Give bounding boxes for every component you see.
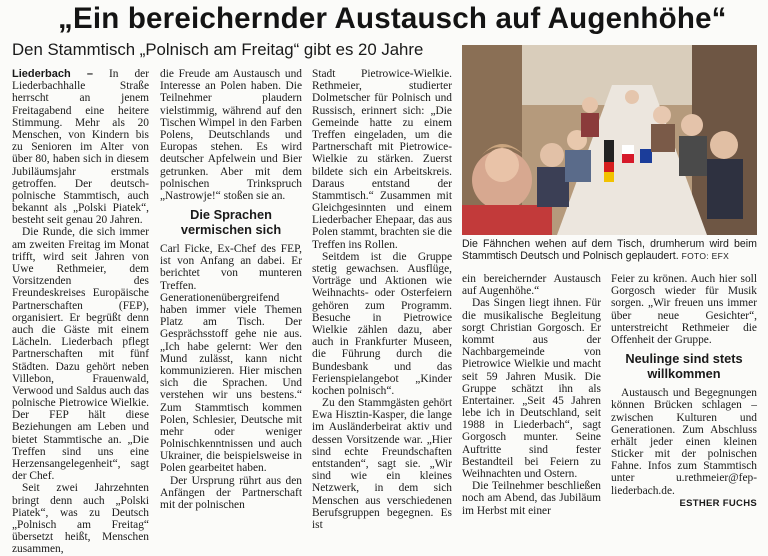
paragraph xyxy=(12,68,149,226)
paragraph: Das Singen liegt ihnen. Für die musikalische Begleitung sorgt Christian Gorgosch. Er kommt aus der Nachbargemeinde von Pietrowice Wielkie und macht seit 59 Jahren Musik. Die Gruppe schätzt ihn als Entertainer. „Seit 45 Jahren lebe ich in Deutschland, seit 1988 in Liederbach“, sagt Gorgosch munter. Seine Auftritte sind fester Bestandteil bei Feiern zu Weihnachten und Ostern. xyxy=(462,297,601,480)
paragraph: Die Runde, die sich immer am zweiten Freitag im Monat trifft, wird seit Jahren von Uwe Rethmeier, dem Vorsitzenden des Freundeskreises Europäische Partnerschaften (FEP), organisiert. Er begrüßt denn auch die Gäste mit einem Lächeln. Liederbach pflegt Partnerschaften mit fünf Städten. Dazu gehört neben Villebon, Frauenwald, Verwood und Saldus auch das polnische Pietrowice Wielkie. Der FEP hält diese Beziehungen am Leben und bietet Stammtische an. „Die Treffen sind uns eine Herzensangelegenheit“, sagt der Chef. xyxy=(12,226,149,483)
paragraph: Feier zu krönen. Auch hier soll Gorgosch wieder für Musik sorgen. „Wir freuen uns immer über neue Gesichter“, unterstreicht Rethmeier die Offenheit der Gruppe. xyxy=(611,273,757,346)
paragraph: Austausch und Begegnungen können Brücken schlagen – zwischen Kulturen und Generationen. Zum Abschluss erhält jeder einen kleinen Sticker mit der polnischen Fahne. Infos zum Stammtisch unter u.rethmeier@fep-liederbach.de. xyxy=(611,387,757,497)
paragraph: Seit zwei Jahrzehnten bringt denn auch „Polski Piatek“, was zu Deutsch „Polnisch am Freitag“ übersetzt heißt, Menschen zusammen, xyxy=(12,482,149,556)
section-heading: Die Sprachen vermischen sich xyxy=(180,207,282,237)
column-4 xyxy=(462,273,601,517)
headline: „Ein bereichernder Austausch auf Augenhöhe“ xyxy=(58,2,727,35)
photo-caption xyxy=(462,238,757,262)
paragraph: Die Teilnehmer beschließen noch am Abend, das Jubiläum im Herbst mit einer xyxy=(462,480,601,517)
author-byline: ESTHER FUCHS xyxy=(679,497,757,509)
paragraph: Der Ursprung rührt aus den Anfängen der Partnerschaft mit der polnischen xyxy=(160,474,302,511)
stammtisch-photo xyxy=(462,45,757,235)
paragraph-text: In der Liederbachhalle Straße herrscht an jenem Freitagabend eine heitere Stimmung. Mehr als 20 Menschen, von Kindern bis zu Senioren im Alter von über 80, haben sich in diesem Jubiläumsjahr erstmals getroffen. Der deutsch-polnische Stammtisch, auch bekannt als „Polski Piatek“, besteht seit genau 20 Jahren. xyxy=(12,68,149,227)
paragraph: Carl Ficke, Ex-Chef des FEP, ist von Anfang an dabei. Er berichtet von munteren Treffen. Generationenübergreifend haben immer viele Themen Platz am Tisch. Der Gesprächsstoff gehe nie aus. „Ich habe gelernt: Wer den Mund zulässt, kann nicht kommunizieren. Hier mischen sich die Sprachen. Und verstehen wir uns bestens.“ Zum Stammtisch kommen Polen, Schlesier, Deutsche mit mehr oder weniger Polnischkenntnissen und auch Ukrainer, die beispielsweise in Polen gearbeitet haben. xyxy=(160,243,302,475)
caption-text: Die Fähnchen wehen auf dem Tisch, drumherum wird beim Stammtisch Deutsch und Polnisch geplaudert. xyxy=(462,238,757,263)
paragraph: die Freude am Austausch und Interesse an Polen haben. Die Teilnehmer plaudern vielstimmig, während auf den Tischen Wimpel in den Farben Polens, Deutschlands und Europas stehen. Es wird deutscher Apfelwein und Bier getrunken. Aber mit dem polnischen Trinkspruch „Nastrowje!“ stoßen sie an. xyxy=(160,68,302,202)
subheadline: Den Stammtisch „Polnisch am Freitag“ gibt es 20 Jahre xyxy=(12,40,424,59)
paragraph: Zu den Stammgästen gehört Ewa Hisztin-Kasper, die lange im Ausländerbeirat aktiv und dessen Vorsitzende war. „Hier sind echte Freundschaften entstanden“, sagt sie. „Wir sind wie ein kleines Netzwerk, in dem sich Menschen aus verschiedenen Berufsgruppen begegnen. Es ist xyxy=(312,397,452,531)
dateline: Liederbach – xyxy=(12,68,93,80)
photo-credit: FOTO: EFX xyxy=(681,251,730,262)
column-3 xyxy=(312,68,452,531)
paragraph: ein bereichernder Austausch auf Augenhöhe.“ xyxy=(462,273,601,298)
column-5 xyxy=(611,273,757,510)
article-photo xyxy=(462,45,757,235)
column-2 xyxy=(160,68,302,511)
paragraph: Stadt Pietrowice-Wielkie. Rethmeier, studierter Dolmetscher für Polnisch und Russisch, erinnert sich: „Die Gemeinde hatte zu einem Treffen eingeladen, um die Partnerschaft mit Pietrowice-Wielkie zu stärken. Zuerst bildete sich ein Arbeitskreis. Daraus entstand der Stammtisch.“ Zusammen mit Gleichgesinnten und einem Liederbacher Ehepaar, das aus Polen stammt, brachten sie die Treffen ins Rollen. xyxy=(312,68,452,251)
section-heading: Neulinge sind stets willkommen xyxy=(625,351,743,381)
column-1 xyxy=(12,68,149,556)
paragraph: Seitdem ist die Gruppe stetig gewachsen. Ausflüge, Vorträge und Aktionen wie Weihnachts- oder Osterfeiern gehören zum Programm. Besuche in Pietrowice Wielkie zählen dazu, aber auch in Frankfurter Museen, die Führung durch die Bundesbank und das Ferienspielangebot „Kinder kochen polnisch“. xyxy=(312,250,452,397)
